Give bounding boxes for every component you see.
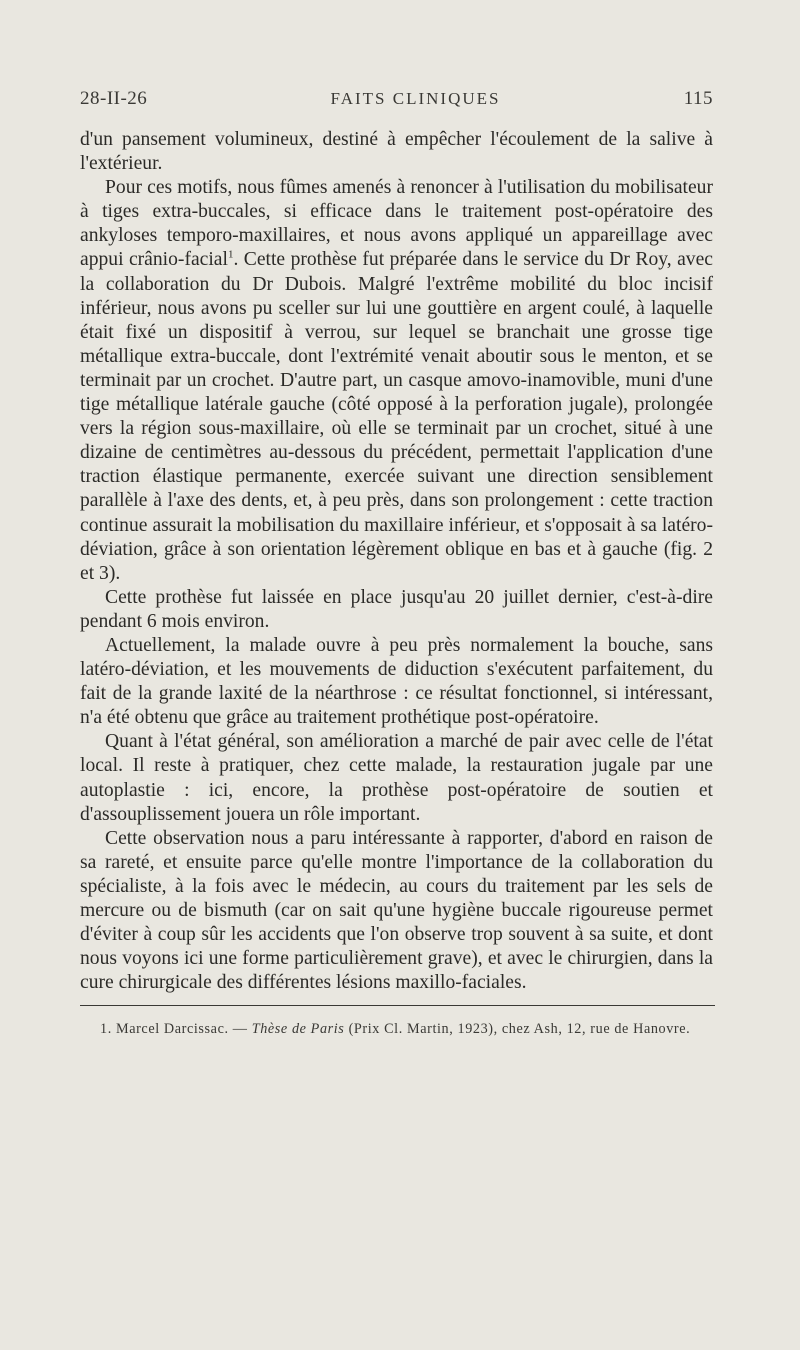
page — [80, 88, 713, 1039]
header-section-title: FAITS CLINIQUES — [330, 89, 501, 108]
paragraph: Actuellement, la malade ouvre à peu près normalement la bouche, sans latéro-déviation, et les mouvements de diduction s'exécutent parfaitement, du fait de la grande laxité de la néarthrose : ce résultat fonctionnel, si intéressant, n'a été obtenu que grâce au traitement prothétique post-opératoire. — [80, 634, 713, 729]
paragraph: Quant à l'état général, son amélioration a marché de pair avec celle de l'état local. Il reste à pratiquer, chez cette malade, la restauration jugale par une autoplastie : ici, encore, la prothèse post-opératoire de soutien et d'assouplissement jouera un rôle important. — [80, 731, 713, 825]
footnote-title: Thèse de Paris — [251, 1021, 345, 1038]
footnote-divider — [80, 1005, 715, 1006]
running-head — [80, 88, 713, 118]
paragraph-text: Pour ces motifs, nous fûmes amenés à renoncer à l'utilisation du mobilisateur à tiges extra-buccales, si efficace dans le traitement post-opératoire des ankyloses temporo-maxillaires, et nous avons appliqué un appareillage avec appui crânio-facial — [80, 177, 713, 271]
footnote-marker: 1 — [227, 248, 234, 261]
paragraph: Cette observation nous a paru intéressante à rapporter, d'abord en raison de sa rareté, et ensuite parce qu'elle montre l'importance de la collaboration du spécialiste, à la fois avec le médecin, au cours du traitement par les sels de mercure ou de bismuth (car on sait qu'une hygiène buccale rigoureuse permet d'éviter à coup sûr les accidents que l'on observe trop souvent à sa suite, et dont nous voyons ici une forme particulièrement grave), et avec le chirurgien, dans la cure chirurgicale des différentes lésions maxillo-faciales. — [80, 827, 713, 994]
paragraph: Cette prothèse fut laissée en place jusqu'au 20 juillet dernier, c'est-à-dire pendant 6 mois environ. — [80, 586, 713, 632]
paragraph — [80, 176, 713, 586]
footnote-details: (Prix Cl. Martin, 1923), chez Ash, 12, rue de Hanovre. — [348, 1021, 691, 1038]
footnote — [80, 1020, 713, 1039]
header-date: 28-II-26 — [80, 88, 148, 109]
footnote-author: Marcel Darcissac. — — [116, 1021, 248, 1038]
body-text — [80, 128, 713, 995]
paragraph: d'un pansement volumineux, destiné à empêcher l'écoulement de la salive à l'extérieur. — [80, 129, 713, 175]
footnote-number: 1. — [100, 1021, 112, 1038]
page-number: 115 — [683, 88, 713, 109]
paragraph-text-continued: . Cette prothèse fut préparée dans le service du Dr Roy, avec la collaboration du Dr Dubois. Malgré l'extrême mobilité du bloc incisif inférieur, nous avons pu sceller sur lui une gouttière en argent coulé, à laquelle était fixé un dispositif à verrou, sur lequel se branchait une grosse tige métallique extra-buccale, dont l'extrémité venait aboutir sous le menton, et se terminait par un crochet. D'autre part, un casque amovo-inamovible, muni d'une tige métallique latérale gauche (côté opposé à la perforation jugale), prolongée vers la région sous-maxillaire, où elle se terminait par un crochet, situé à une dizaine de centimètres au-dessous du précédent, permettait l'application d'une traction élastique permanente, exercée suivant une direction sensiblement parallèle à l'axe des dents, et, à peu près, dans son prolongement : cette traction continue assurait la mobilisation du maxillaire inférieur, et s'opposait à sa latéro-déviation, grâce à son orientation légèrement oblique en bas et à gauche (fig. 2 et 3). — [80, 249, 713, 584]
